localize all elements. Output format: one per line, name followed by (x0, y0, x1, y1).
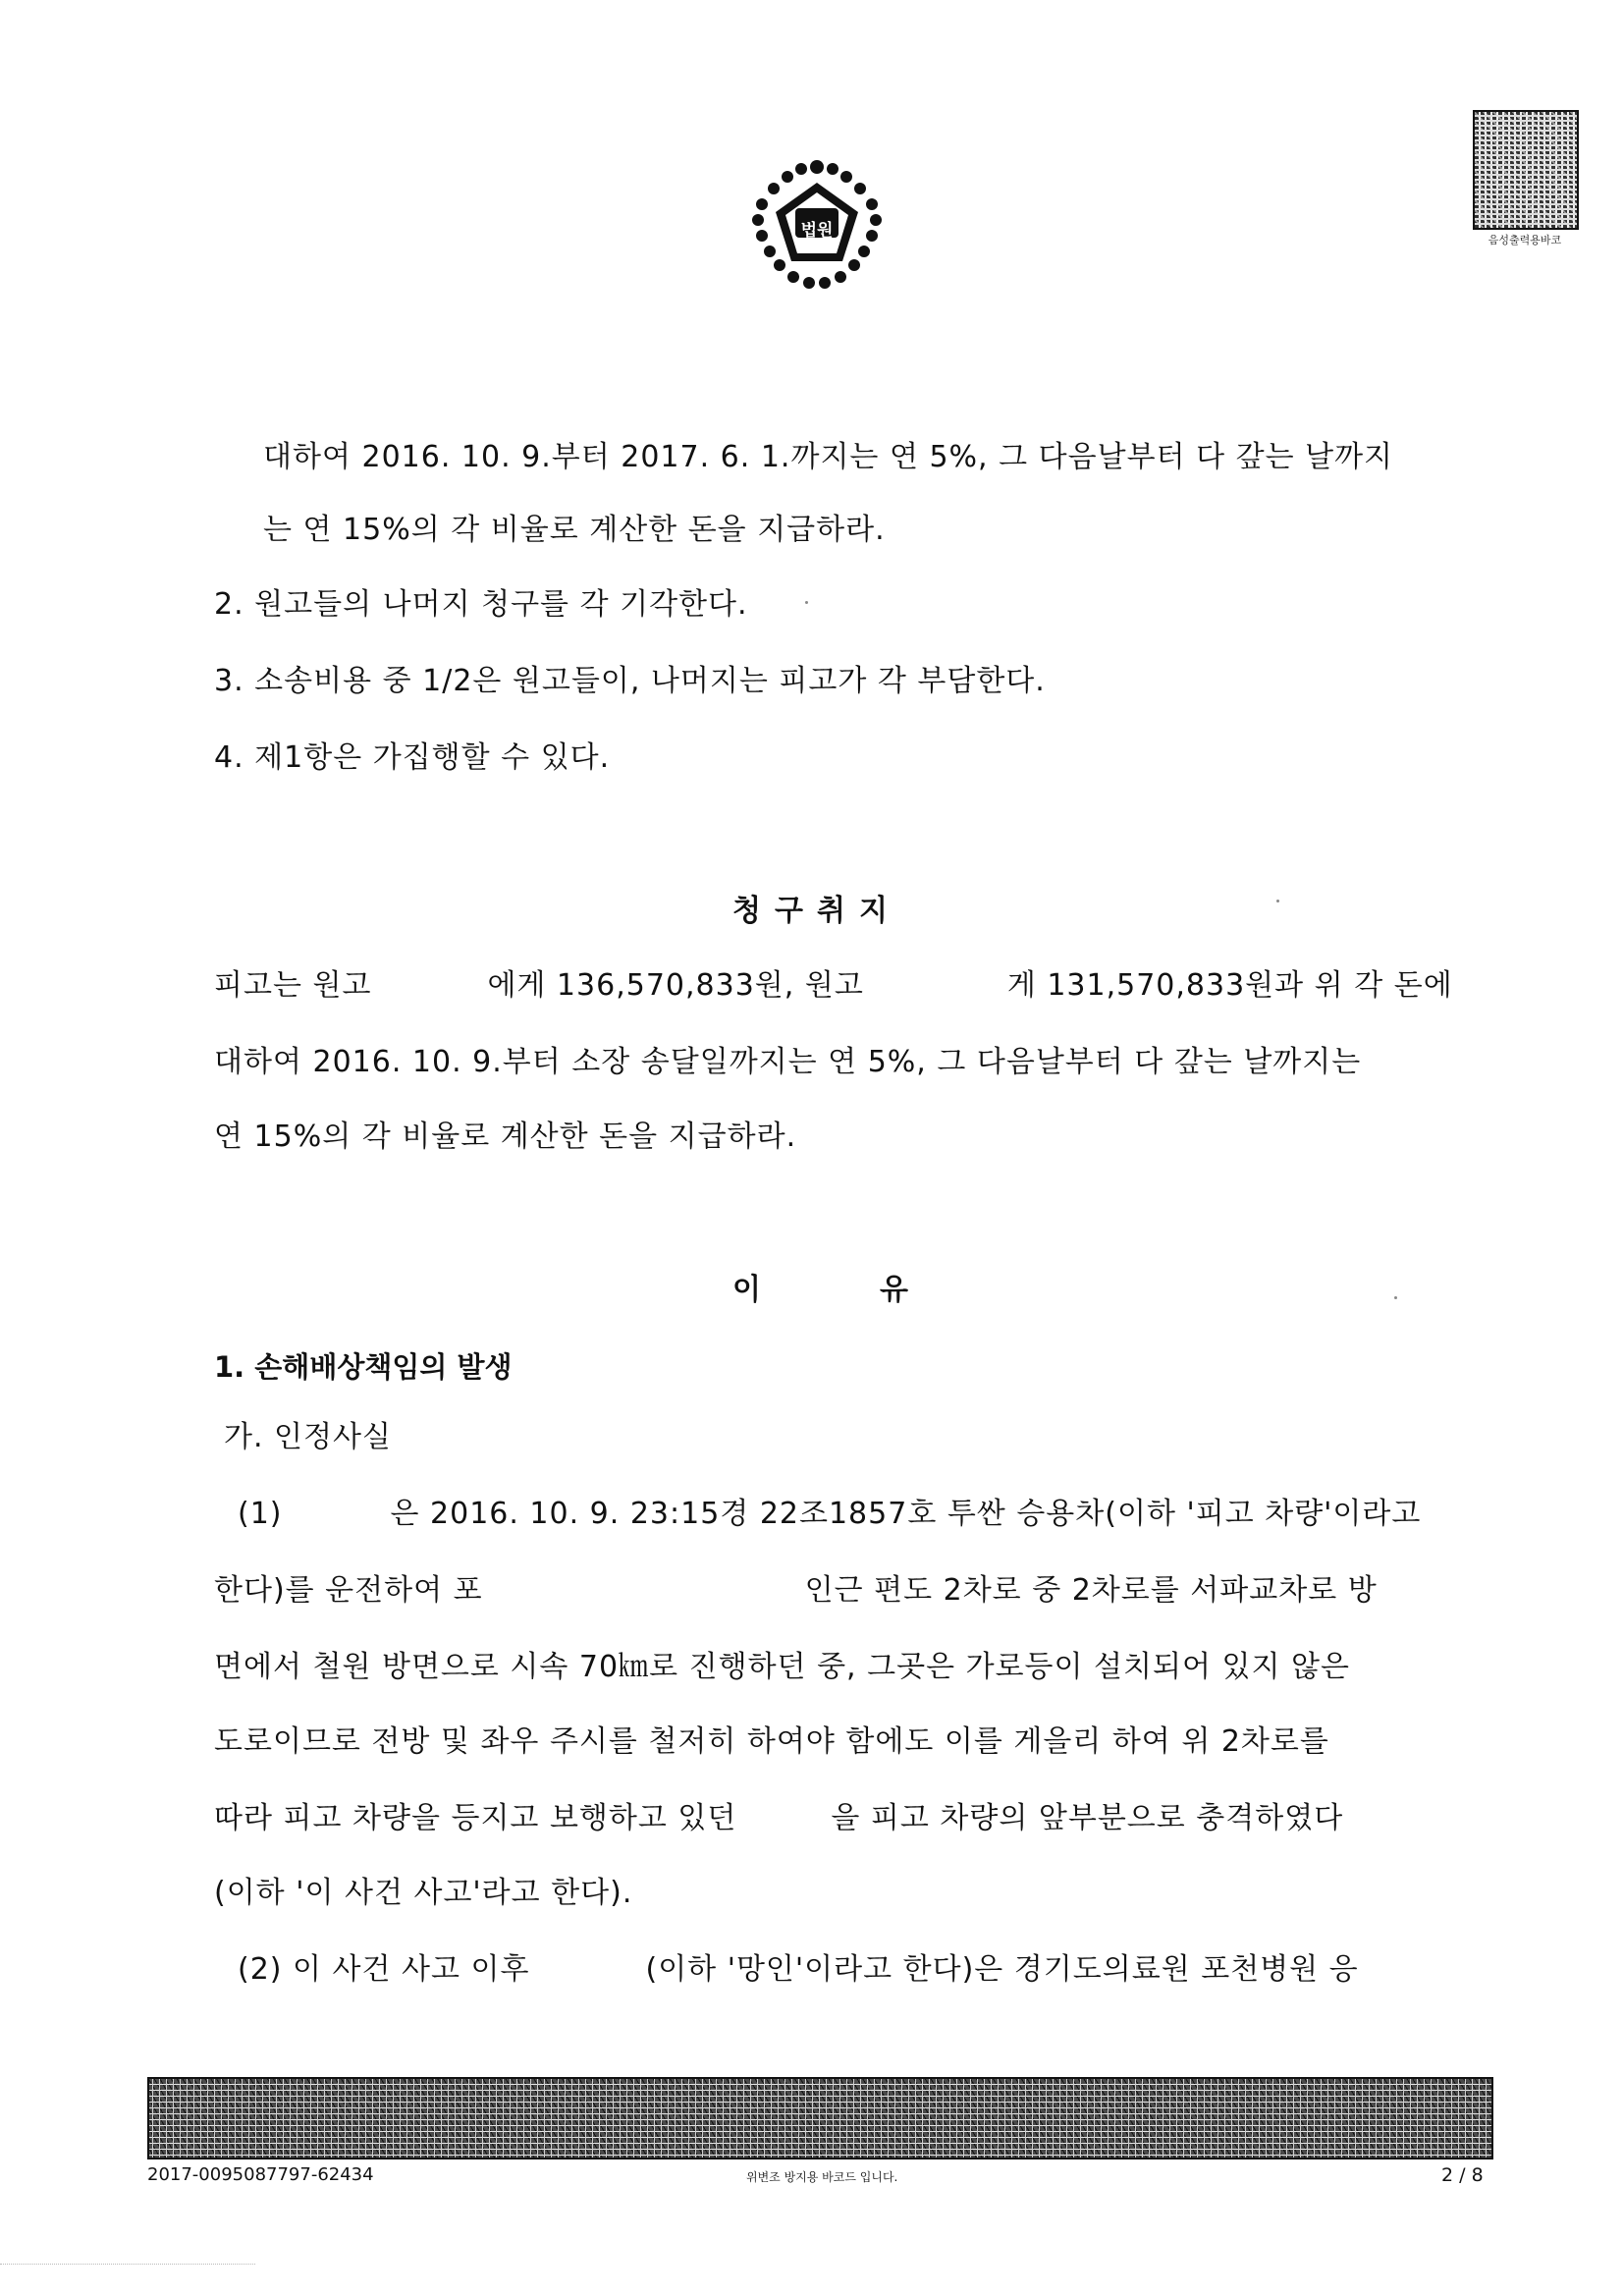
qr-barcode (1473, 110, 1579, 230)
document-number: 2017-0095087797-62434 (147, 2164, 374, 2185)
reason-line-2-part-b: 인근 편도 2차로 중 2차로를 서파교차로 방 (804, 1573, 1378, 1608)
reason-line-3: 면에서 철원 방면으로 시속 70㎞로 진행하던 중, 그곳은 가로등이 설치되어 있지 않은 (214, 1650, 1350, 1684)
emblem-label: 법원 (800, 221, 834, 241)
claim-line-1-part-c: 게 131,570,833원과 위 각 돈에 (1006, 968, 1453, 1003)
reason-heading-2: 유 (880, 1273, 922, 1307)
body-line-5: 4. 제1항은 가집행할 수 있다. (214, 740, 611, 775)
claim-line-1-part-b: 에게 136,570,833원, 원고 (487, 968, 864, 1003)
anti-forgery-barcode (147, 2077, 1493, 2159)
reason-line-7 (238, 1950, 1359, 1990)
claim-heading: 청구취지 (732, 894, 901, 928)
scan-edge-line (0, 2264, 255, 2265)
page-number: 2 / 8 (1441, 2164, 1484, 2186)
barcode-caption: 음성출력용바코 (1488, 234, 1562, 246)
reason-line-2-part-a: 한다)를 운전하여 포 (214, 1573, 483, 1608)
body-line-4: 3. 소송비용 중 1/2은 원고들이, 나머지는 피고가 각 부담한다. (214, 664, 1046, 698)
claim-line-3: 연 15%의 각 비율로 계산한 돈을 지급하라. (214, 1120, 797, 1154)
claim-line-2: 대하여 2016. 10. 9.부터 소장 송달일까지는 연 5%, 그 다음날부터 다 갚는 날까지는 (214, 1045, 1362, 1079)
scan-speck (805, 601, 808, 604)
body-line-3: 2. 원고들의 나머지 청구를 각 기각한다. (214, 587, 748, 622)
reason-line-2 (214, 1571, 1378, 1611)
scan-speck (1276, 900, 1279, 902)
reason-line-6: (이하 '이 사건 사고'라고 한다). (214, 1876, 633, 1910)
reason-line-4: 도로이므로 전방 및 좌우 주시를 철저히 하여야 함에도 이를 게을리 하여 위 2차로를 (214, 1724, 1329, 1759)
body-line-1: 대하여 2016. 10. 9.부터 2017. 6. 1.까지는 연 5%, 그 다음날부터 다 갚는 날까지 (263, 440, 1394, 474)
scan-speck (1394, 1296, 1397, 1299)
reason-line-7-part-b: (이하 '망인'이라고 한다)은 경기도의료원 포천병원 응 (645, 1952, 1359, 1987)
reason-line-1 (238, 1495, 1421, 1534)
section-title: 1. 손해배상책임의 발생 (214, 1350, 513, 1384)
claim-line-1 (214, 966, 1453, 1006)
reason-heading-1: 이 (732, 1273, 775, 1307)
reason-line-1-part-b: 은 2016. 10. 9. 23:15경 22조1857호 투싼 승용차(이하 '피고 차량'이라고 (390, 1497, 1422, 1531)
reason-line-5-part-b: 을 피고 차량의 앞부분으로 충격하였다 (831, 1801, 1344, 1835)
reason-line-1-part-a: (1) (238, 1497, 283, 1531)
barcode-notice: 위변조 방지용 바코드 입니다. (746, 2170, 898, 2184)
subsection-title: 가. 인정사실 (224, 1420, 392, 1454)
claim-line-1-part-a: 피고는 원고 (214, 968, 372, 1003)
reason-line-5 (214, 1799, 1343, 1838)
reason-line-5-part-a: 따라 피고 차량을 등지고 보행하고 있던 (214, 1801, 737, 1835)
body-line-2: 는 연 15%의 각 비율로 계산한 돈을 지급하라. (263, 513, 886, 547)
reason-line-7-part-a: (2) 이 사건 사고 이후 (238, 1952, 530, 1987)
